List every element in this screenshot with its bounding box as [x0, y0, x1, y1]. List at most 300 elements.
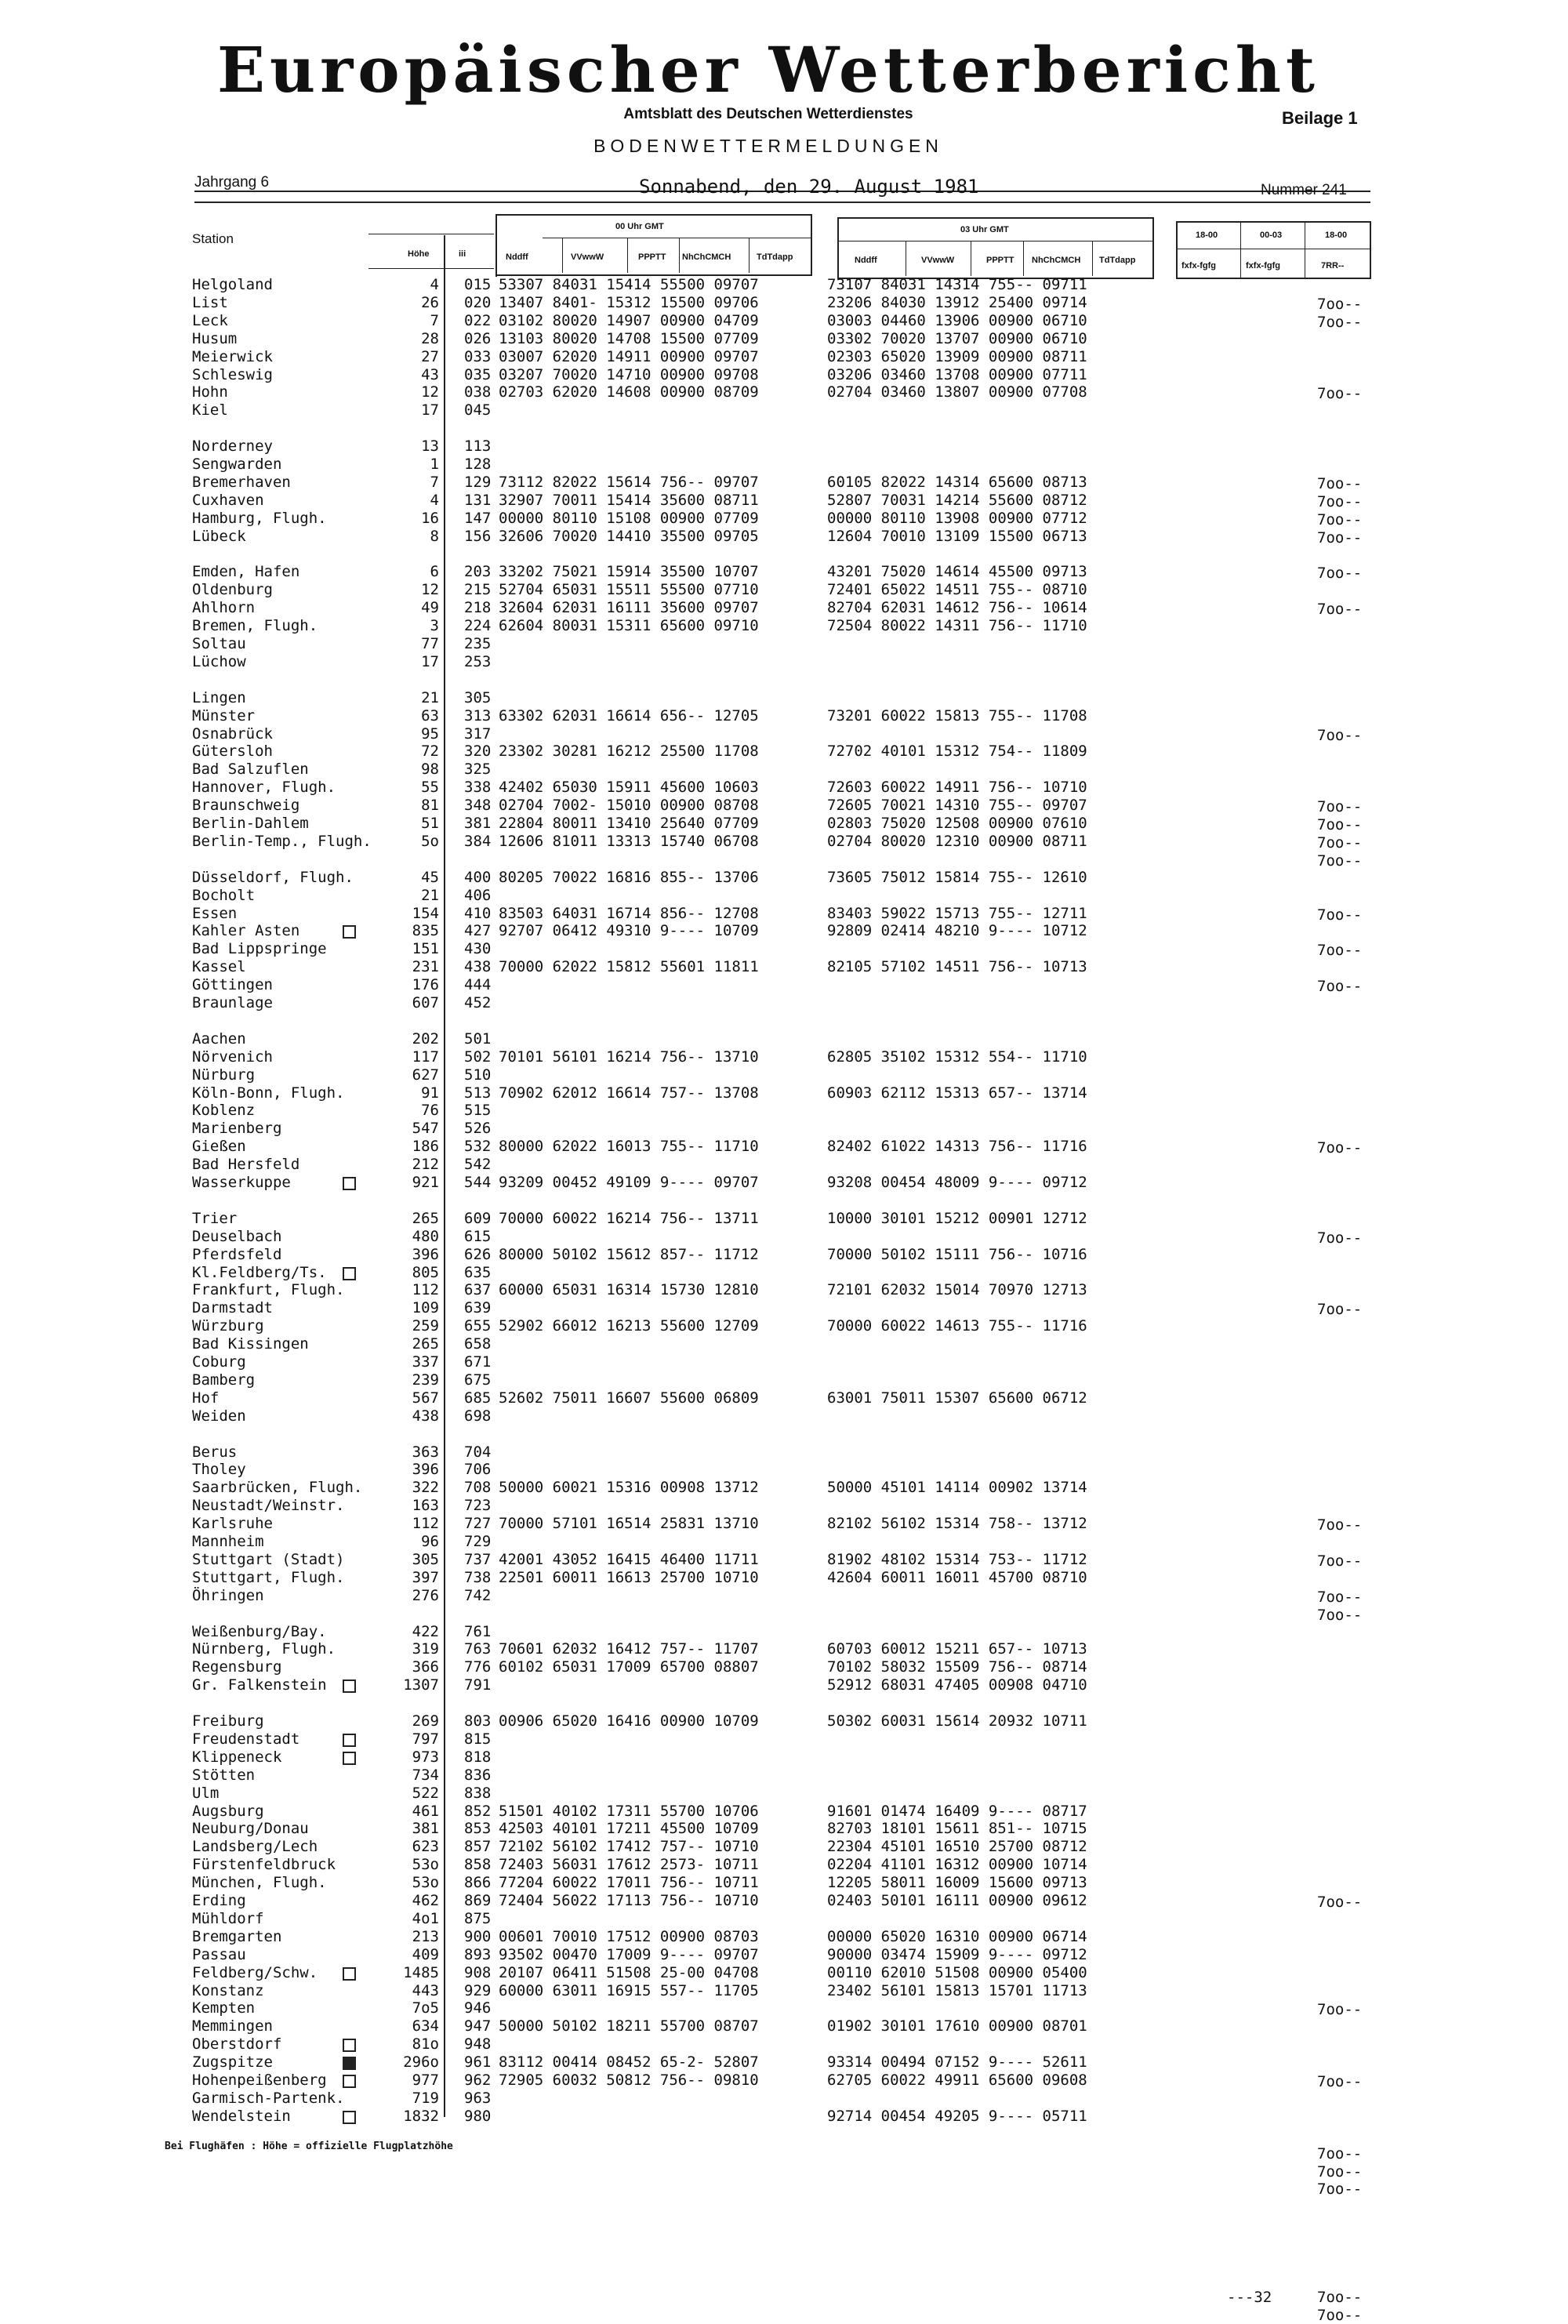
precip-entry: 7oo--	[1317, 1229, 1363, 1247]
obs-03-gmt: 72702 40101 15312 754-- 11809	[827, 743, 1087, 761]
station-height: 719	[412, 2089, 439, 2107]
obs-00-gmt: 80205 70022 16816 855-- 13706	[499, 868, 759, 886]
obs-03-gmt: 72401 65022 14511 755-- 08710	[827, 581, 1087, 599]
header-divider	[679, 238, 680, 273]
obs-00-gmt: 50000 50102 18211 55700 08707	[499, 2017, 759, 2035]
precip-entry: 7oo--	[1317, 726, 1363, 744]
square-icon	[343, 1967, 356, 1981]
station-name: Bad Salzuflen	[192, 761, 309, 779]
obs-00-gmt: 20107 06411 51508 25-00 04708	[499, 1963, 759, 1981]
precip-entry: 7oo--	[1317, 2001, 1363, 2019]
precip-entry: 7oo--	[1317, 2181, 1363, 2199]
right-top-2: 00-03	[1260, 231, 1283, 240]
station-name: Köln-Bonn, Flugh.	[192, 1084, 345, 1102]
station-name: Coburg	[192, 1353, 246, 1371]
station-name: Hof	[192, 1389, 220, 1407]
station-height: 96	[421, 1533, 439, 1550]
station-index: 776	[464, 1658, 492, 1676]
station-height: 462	[412, 1892, 439, 1909]
col03-nhch: NhChCMCH	[1032, 256, 1081, 265]
issue-number: Nummer 241	[1261, 182, 1347, 198]
precip-entry: 7oo--	[1317, 1301, 1363, 1319]
station-index: 542	[464, 1156, 492, 1174]
col00-ppptt: PPPTT	[638, 252, 666, 262]
station-name: Zugspitze	[192, 2053, 273, 2072]
station-height: 163	[412, 1497, 439, 1515]
station-index: 738	[464, 1568, 492, 1586]
station-index: 253	[464, 652, 492, 670]
col00-vvwww: VVwwW	[571, 252, 604, 262]
obs-03-gmt: 02303 65020 13909 00900 08711	[827, 347, 1087, 365]
station-name: Garmisch-Partenk.	[192, 2089, 345, 2107]
obs-03-gmt: 02403 50101 16111 00900 09612	[827, 1892, 1087, 1909]
right-bottom-1: fxfx-fgfg	[1181, 261, 1216, 271]
station-height: 265	[412, 1209, 439, 1227]
station-name: Mühldorf	[192, 1909, 264, 1927]
obs-00-gmt: 70601 62032 16412 757-- 11707	[499, 1640, 759, 1658]
station-name: Koblenz	[192, 1102, 256, 1120]
station-index: 235	[464, 635, 492, 652]
right-bottom-3: 7RR--	[1321, 261, 1345, 271]
obs-03-gmt: 02803 75020 12508 00900 07610	[827, 815, 1087, 832]
station-name: Passau	[192, 1945, 246, 1963]
station-name: Bremgarten	[192, 1927, 282, 1945]
station-height: 55	[421, 779, 439, 797]
station-name: Freiburg	[192, 1712, 264, 1730]
station-height: 81	[421, 797, 439, 815]
station-height: 363	[412, 1443, 439, 1461]
precip-entry: 7oo--	[1317, 510, 1363, 528]
precip-entry: 7oo--	[1317, 2073, 1363, 2090]
station-height: 28	[421, 329, 439, 347]
obs-03-gmt: 00000 65020 16310 00900 06714	[827, 1927, 1087, 1945]
obs-00-gmt: 72905 60032 50812 756-- 09810	[499, 2072, 759, 2089]
station-name: Bad Lippspringe	[192, 940, 327, 958]
square-icon	[343, 2039, 356, 2052]
obs-00-gmt: 70101 56101 16214 756-- 13710	[499, 1048, 759, 1066]
obs-00-gmt: 72404 56022 17113 756-- 10710	[499, 1892, 759, 1909]
obs-03-gmt: 42604 60011 16011 45700 08710	[827, 1568, 1087, 1586]
station-index: 026	[464, 329, 492, 347]
station-name: Bremen, Flugh.	[192, 617, 318, 635]
station-index: 325	[464, 761, 492, 779]
station-height: 72	[421, 743, 439, 761]
station-index: 857	[464, 1838, 492, 1856]
precip-entry: 7oo--	[1317, 492, 1363, 510]
station-height: 4	[430, 491, 439, 509]
station-index: 544	[464, 1174, 492, 1191]
header-divider	[562, 238, 563, 273]
obs-00-gmt: 53307 84031 15414 55500 09707	[499, 276, 759, 293]
station-name: Lingen	[192, 688, 246, 706]
obs-03-gmt: 03206 03460 13708 00900 07711	[827, 365, 1087, 383]
obs-03-gmt: 70000 50102 15111 756-- 10716	[827, 1245, 1087, 1263]
station-height: 53o	[412, 1874, 439, 1892]
station-height: 921	[412, 1174, 439, 1191]
station-name: Weiden	[192, 1407, 246, 1425]
obs-03-gmt: 12604 70010 13109 15500 06713	[827, 527, 1087, 545]
station-name: Norderney	[192, 438, 273, 456]
station-name: Soltau	[192, 635, 246, 652]
station-name: Berlin-Temp., Flugh.	[192, 832, 372, 850]
station-name: Wendelstein	[192, 2107, 291, 2125]
station-height: 319	[412, 1640, 439, 1658]
station-name: Schleswig	[192, 365, 273, 383]
obs-00-gmt: 13103 80020 14708 15500 07709	[499, 329, 759, 347]
station-height: 1832	[403, 2107, 439, 2125]
station-name: Freudenstadt	[192, 1730, 300, 1748]
obs-00-gmt: 00906 65020 16416 00900 10709	[499, 1712, 759, 1730]
station-height: 409	[412, 1945, 439, 1963]
station-height: 396	[412, 1245, 439, 1263]
header-line	[368, 268, 494, 269]
station-index: 948	[464, 2035, 492, 2053]
station-index: 803	[464, 1712, 492, 1730]
station-index: 929	[464, 1981, 492, 1999]
precip-entry: 7oo--	[1317, 2288, 1363, 2306]
obs-00-gmt: 02703 62020 14608 00900 08709	[499, 383, 759, 401]
station-index: 526	[464, 1120, 492, 1138]
obs-00-gmt: 73112 82022 15614 756-- 09707	[499, 473, 759, 491]
station-name: Oldenburg	[192, 581, 273, 599]
station-name: Wasserkuppe	[192, 1174, 291, 1191]
col00-nhch: NhChCMCH	[682, 252, 731, 262]
station-name: Sengwarden	[192, 456, 282, 473]
section-title: BODENWETTERMELDUNGEN	[593, 136, 943, 156]
precip-entry: 7oo--	[1317, 1516, 1363, 1534]
obs-00-gmt: 80000 50102 15612 857-- 11712	[499, 1245, 759, 1263]
obs-03-gmt: 92714 00454 49205 9---- 05711	[827, 2107, 1087, 2125]
station-name: Konstanz	[192, 1981, 264, 1999]
station-height: 6	[430, 563, 439, 581]
obs-00-gmt: 72403 56031 17612 2573- 10711	[499, 1856, 759, 1874]
station-name: Hannover, Flugh.	[192, 779, 336, 797]
station-index: 452	[464, 994, 492, 1011]
station-name: Emden, Hafen	[192, 563, 300, 581]
filled-square-icon	[343, 2057, 356, 2070]
obs-03-gmt: 03003 04460 13906 00900 06710	[827, 311, 1087, 329]
obs-03-gmt: 91601 01474 16409 9---- 08717	[827, 1802, 1087, 1820]
obs-03-gmt: 60703 60012 15211 657-- 10713	[827, 1640, 1087, 1658]
station-height: 63	[421, 706, 439, 724]
station-height: 81o	[412, 2035, 439, 2053]
station-index: 615	[464, 1227, 492, 1245]
station-height: 151	[412, 940, 439, 958]
obs-00-gmt: 50000 60021 15316 00908 13712	[499, 1479, 759, 1497]
obs-00-gmt: 22501 60011 16613 25700 10710	[499, 1568, 759, 1586]
station-height: 296o	[403, 2053, 439, 2072]
station-height: 43	[421, 365, 439, 383]
station-height: 337	[412, 1353, 439, 1371]
station-index: 147	[464, 509, 492, 527]
precip-entry: 7oo--	[1317, 833, 1363, 852]
station-name: Deuselbach	[192, 1227, 282, 1245]
obs-03-gmt: 70102 58032 15509 756-- 08714	[827, 1658, 1087, 1676]
station-name: Cuxhaven	[192, 491, 264, 509]
footnote: Bei Flughäfen : Höhe = offizielle Flugplatzhöhe	[165, 2141, 453, 2152]
station-name: Braunschweig	[192, 797, 300, 815]
precip-entry: 7oo--	[1317, 2162, 1363, 2181]
station-name: Kassel	[192, 958, 246, 976]
station-name: Weißenburg/Bay.	[192, 1622, 327, 1640]
station-index: 410	[464, 904, 492, 922]
obs-03-gmt: 81902 48102 15314 753-- 11712	[827, 1550, 1087, 1568]
station-height: 567	[412, 1389, 439, 1407]
station-name: Memmingen	[192, 2017, 273, 2035]
station-name: Erding	[192, 1892, 246, 1909]
col00-nddff: Nddff	[506, 252, 528, 262]
obs-03-gmt: 23206 84030 13912 25400 09714	[827, 293, 1087, 311]
beilage-label: Beilage 1	[1282, 108, 1358, 128]
precip-entry: 7oo--	[1317, 1894, 1363, 1911]
obs-00-gmt: 32907 70011 15414 35600 08711	[499, 491, 759, 509]
jahrgang-label: Jahrgang 6	[194, 174, 270, 191]
station-index: 685	[464, 1389, 492, 1407]
station-index: 317	[464, 724, 492, 743]
obs-03-gmt: 82704 62031 14612 756-- 10614	[827, 599, 1087, 617]
station-index: 658	[464, 1335, 492, 1353]
station-index: 427	[464, 922, 492, 940]
obs-03-gmt: 43201 75020 14614 45500 09713	[827, 563, 1087, 581]
col00-tdtd: TdTdapp	[757, 252, 793, 262]
station-name: Berus	[192, 1443, 238, 1461]
station-index: 742	[464, 1586, 492, 1604]
header-divider	[1092, 241, 1093, 276]
station-height: 4	[430, 276, 439, 293]
obs-00-gmt: 52602 75011 16607 55600 06809	[499, 1389, 759, 1407]
col03-nddff: Nddff	[855, 256, 877, 265]
precip-entry: 7oo--	[1317, 942, 1363, 960]
station-index: 815	[464, 1730, 492, 1748]
station-name: Münster	[192, 706, 256, 724]
precip-entry: 7oo--	[1317, 565, 1363, 583]
station-name: Hamburg, Flugh.	[192, 509, 327, 527]
obs-03-gmt: 52912 68031 47405 00908 04710	[827, 1676, 1087, 1694]
station-name: Bad Kissingen	[192, 1335, 309, 1353]
station-height: 95	[421, 724, 439, 743]
precip-entry: 7oo--	[1317, 295, 1363, 313]
station-height: 21	[421, 688, 439, 706]
obs-03-gmt: 82105 57102 14511 756-- 10713	[827, 958, 1087, 976]
gmt03-header: 03 Uhr GMT	[960, 225, 1009, 234]
station-index: 218	[464, 599, 492, 617]
obs-00-gmt: 13407 8401- 15312 15500 09706	[499, 293, 759, 311]
station-name: Bad Hersfeld	[192, 1156, 300, 1174]
station-name: Landsberg/Lech	[192, 1838, 318, 1856]
station-index: 704	[464, 1443, 492, 1461]
obs-03-gmt: 62705 60022 49911 65600 09608	[827, 2072, 1087, 2089]
station-height: 16	[421, 509, 439, 527]
station-index: 729	[464, 1533, 492, 1550]
station-index: 869	[464, 1892, 492, 1909]
square-icon	[343, 1752, 356, 1765]
obs-00-gmt: 42001 43052 16415 46400 11711	[499, 1550, 759, 1568]
obs-03-gmt: 10000 30101 15212 00901 12712	[827, 1209, 1087, 1227]
station-index: 836	[464, 1766, 492, 1784]
obs-00-gmt: 62604 80031 15311 65600 09710	[499, 617, 759, 635]
station-height: 21	[421, 886, 439, 904]
station-height: 26	[421, 293, 439, 311]
obs-03-gmt: 72605 70021 14310 755-- 09707	[827, 797, 1087, 815]
station-index: 980	[464, 2107, 492, 2125]
obs-03-gmt: 73107 84031 14314 755-- 09711	[827, 276, 1087, 293]
obs-00-gmt: 32606 70020 14410 35500 09705	[499, 527, 759, 545]
obs-03-gmt: 82703 18101 15611 851-- 10715	[827, 1820, 1087, 1838]
obs-00-gmt: 03007 62020 14911 00900 09707	[499, 347, 759, 365]
precip-entry: 7oo--	[1317, 474, 1363, 492]
obs-00-gmt: 93209 00452 49109 9---- 09707	[499, 1174, 759, 1191]
station-name: Hohn	[192, 383, 228, 401]
station-height: 3	[430, 617, 439, 635]
station-height: 212	[412, 1156, 439, 1174]
obs-00-gmt: 72102 56102 17412 757-- 10710	[499, 1838, 759, 1856]
station-name: Braunlage	[192, 994, 273, 1011]
station-height: 112	[412, 1281, 439, 1299]
station-index: 113	[464, 438, 492, 456]
station-height: 17	[421, 652, 439, 670]
station-height: 973	[412, 1748, 439, 1766]
station-name: Trier	[192, 1209, 238, 1227]
station-height: 734	[412, 1766, 439, 1784]
station-index: 400	[464, 868, 492, 886]
station-height: 176	[412, 976, 439, 994]
station-name: Kl.Feldberg/Ts.	[192, 1263, 327, 1281]
obs-03-gmt: 82402 61022 14313 756-- 11716	[827, 1138, 1087, 1156]
obs-03-gmt: 01902 30101 17610 00900 08701	[827, 2017, 1087, 2035]
obs-00-gmt: 52704 65031 15511 55500 07710	[499, 581, 759, 599]
station-height: 239	[412, 1371, 439, 1389]
obs-00-gmt: 60000 63011 16915 557-- 11705	[499, 1981, 759, 1999]
station-name: Düsseldorf, Flugh.	[192, 868, 354, 886]
station-height: 396	[412, 1461, 439, 1479]
station-height: 805	[412, 1263, 439, 1281]
station-index: 655	[464, 1317, 492, 1335]
station-index: 338	[464, 779, 492, 797]
station-height: 17	[421, 401, 439, 419]
station-name: Feldberg/Schw.	[192, 1963, 318, 1981]
station-name: Karlsruhe	[192, 1515, 273, 1533]
station-index: 853	[464, 1820, 492, 1838]
col03-vvwww: VVwwW	[921, 256, 955, 265]
station-index: 513	[464, 1084, 492, 1102]
station-name: Lüchow	[192, 652, 246, 670]
station-height: 13	[421, 438, 439, 456]
obs-00-gmt: 52902 66012 16213 55600 12709	[499, 1317, 759, 1335]
station-name: Kempten	[192, 1999, 256, 2017]
station-index: 384	[464, 832, 492, 850]
header-rule-bottom	[194, 202, 1370, 203]
station-index: 444	[464, 976, 492, 994]
station-name: Bremerhaven	[192, 473, 291, 491]
station-height: 797	[412, 1730, 439, 1748]
gmt00-header: 00 Uhr GMT	[615, 222, 664, 231]
precip-entry: 7oo--	[1317, 1552, 1363, 1570]
station-height: 422	[412, 1622, 439, 1640]
obs-00-gmt: 70000 60022 16214 756-- 13711	[499, 1209, 759, 1227]
station-name: Hohenpeißenberg	[192, 2072, 327, 2089]
station-name: Kahler Asten	[192, 922, 300, 940]
station-height: 443	[412, 1981, 439, 1999]
station-index: 502	[464, 1048, 492, 1066]
issue-date: Sonnabend, den 29. August 1981	[639, 176, 979, 198]
square-icon	[343, 1679, 356, 1693]
precip-entry: 7oo--	[1317, 906, 1363, 924]
obs-03-gmt: 02704 80020 12310 00900 08711	[827, 832, 1087, 850]
station-height: 5o	[421, 832, 439, 850]
station-height: 276	[412, 1586, 439, 1604]
header-divider	[1023, 241, 1024, 276]
station-name: Göttingen	[192, 976, 273, 994]
page-title: Europäischer Wetterbericht	[217, 33, 1319, 107]
obs-03-gmt: 62805 35102 15312 554-- 11710	[827, 1048, 1087, 1066]
obs-00-gmt: 12606 81011 13313 15740 06708	[499, 832, 759, 850]
precip-entry: 7oo--	[1317, 1588, 1363, 1606]
station-height: 623	[412, 1838, 439, 1856]
station-height: 381	[412, 1820, 439, 1838]
obs-00-gmt: 70902 62012 16614 757-- 13708	[499, 1084, 759, 1102]
station-name: Neustadt/Weinstr.	[192, 1497, 345, 1515]
station-index: 708	[464, 1479, 492, 1497]
obs-03-gmt: 12205 58011 16009 15600 09713	[827, 1874, 1087, 1892]
station-index: 156	[464, 527, 492, 545]
station-name: Saarbrücken, Flugh.	[192, 1479, 363, 1497]
station-name: Marienberg	[192, 1120, 282, 1138]
station-index: 515	[464, 1102, 492, 1120]
precip-entry: 7oo--	[1317, 798, 1363, 816]
obs-00-gmt: 03102 80020 14907 00900 04709	[499, 311, 759, 329]
station-name: Gütersloh	[192, 743, 273, 761]
right-top-1: 18-00	[1196, 231, 1218, 240]
station-name: Leck	[192, 311, 228, 329]
station-name: Nörvenich	[192, 1048, 273, 1066]
precip-entry: 7oo--	[1317, 2144, 1363, 2162]
station-height: 305	[412, 1550, 439, 1568]
header-divider	[627, 238, 628, 273]
obs-00-gmt: 60102 65031 17009 65700 08807	[499, 1658, 759, 1676]
obs-03-gmt: 72101 62032 15014 70970 12713	[827, 1281, 1087, 1299]
station-name: Osnabrück	[192, 724, 273, 743]
station-name: Stuttgart (Stadt)	[192, 1550, 345, 1568]
col03-tdtd: TdTdapp	[1099, 256, 1136, 265]
station-index: 962	[464, 2072, 492, 2089]
station-height: 7	[430, 473, 439, 491]
obs-00-gmt: 77204 60022 17011 756-- 10711	[499, 1874, 759, 1892]
obs-00-gmt: 63302 62031 16614 656-- 12705	[499, 706, 759, 724]
station-index: 215	[464, 581, 492, 599]
station-name: Stötten	[192, 1766, 256, 1784]
station-name: Lübeck	[192, 527, 246, 545]
obs-03-gmt: 23402 56101 15813 15701 11713	[827, 1981, 1087, 1999]
station-index: 022	[464, 311, 492, 329]
station-index: 675	[464, 1371, 492, 1389]
station-index: 875	[464, 1909, 492, 1927]
station-index: 866	[464, 1874, 492, 1892]
precip-entry: 7oo--	[1317, 978, 1363, 996]
station-index: 761	[464, 1622, 492, 1640]
obs-00-gmt: 32604 62031 16111 35600 09707	[499, 599, 759, 617]
station-height: 76	[421, 1102, 439, 1120]
station-name: Oberstdorf	[192, 2035, 282, 2053]
station-index: 131	[464, 491, 492, 509]
station-index: 639	[464, 1299, 492, 1317]
obs-00-gmt: 83112 00414 08452 65-2- 52807	[499, 2053, 759, 2072]
station-index: 723	[464, 1497, 492, 1515]
station-height: 91	[421, 1084, 439, 1102]
iii-header: iii	[459, 249, 466, 259]
station-height: 634	[412, 2017, 439, 2035]
station-name: Darmstadt	[192, 1299, 273, 1317]
station-height: 438	[412, 1407, 439, 1425]
